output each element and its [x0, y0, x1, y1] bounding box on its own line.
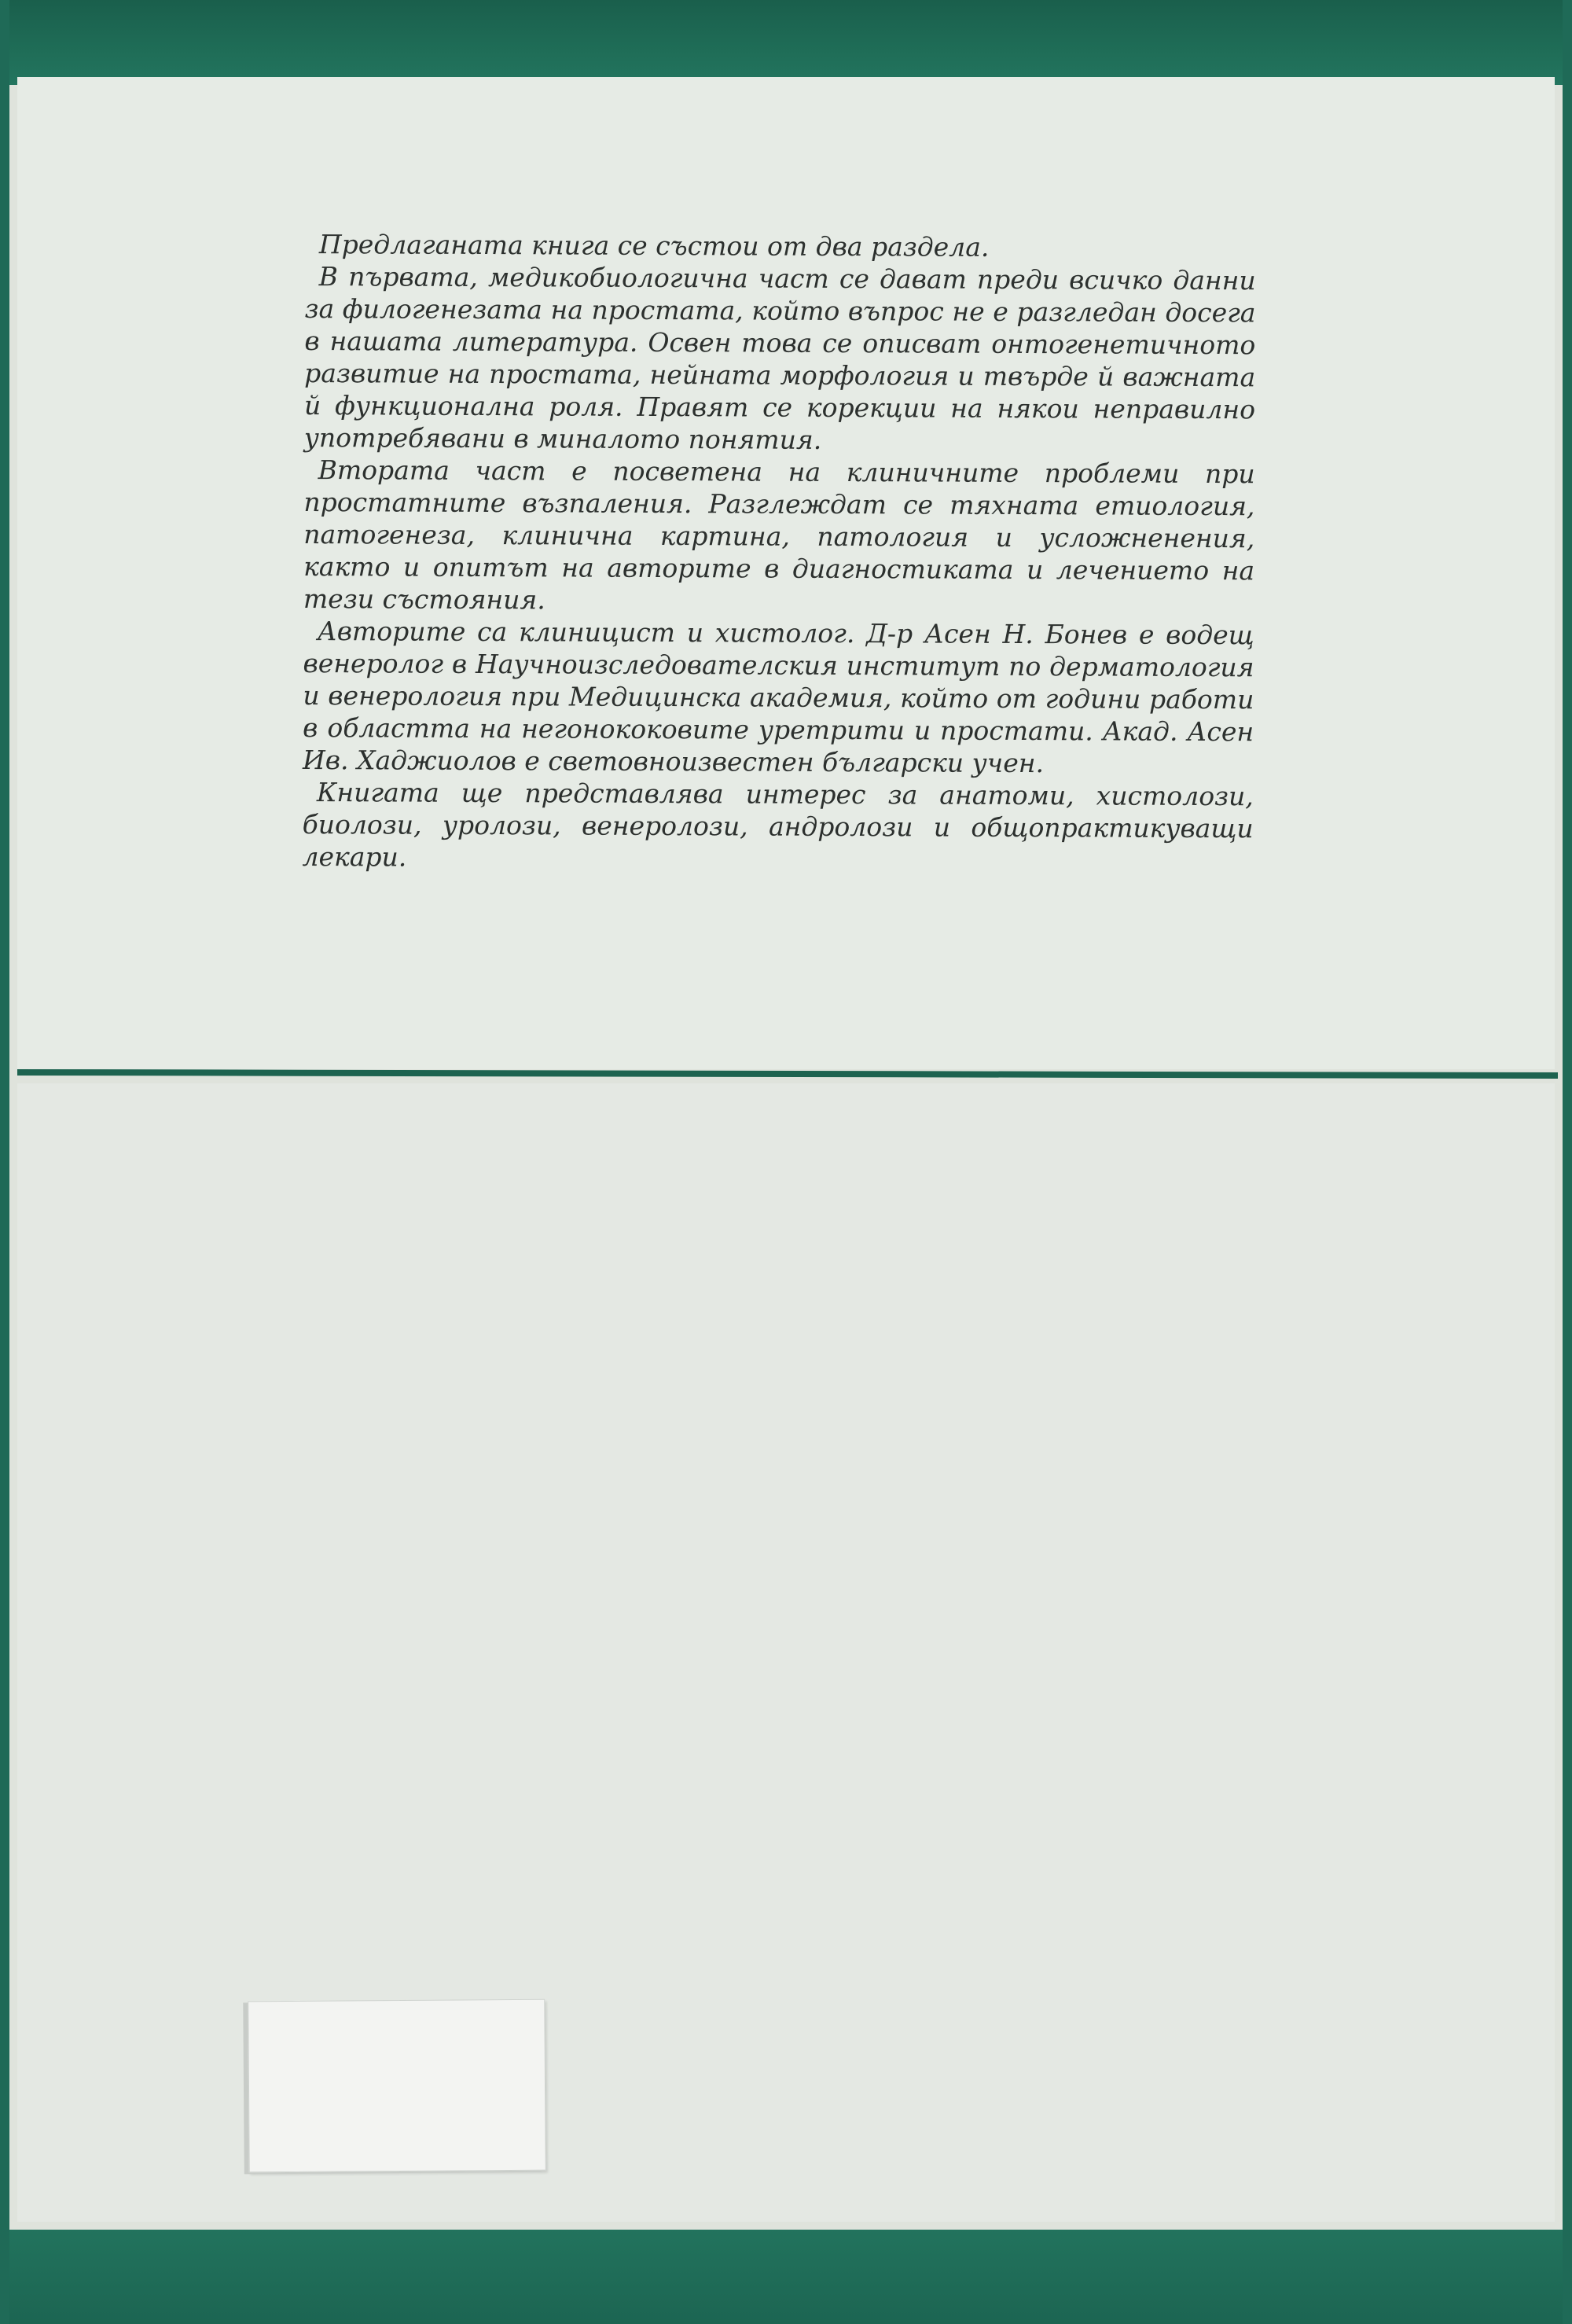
back-cover	[9, 0, 1563, 2324]
top-green-band	[9, 0, 1563, 85]
divider-line	[17, 1069, 1558, 1079]
blurb-paragraph: Предлаганата книга се състои от два раздела.	[318, 229, 990, 263]
blurb-paragraph: В първата, медикобиологична част се дават преди всичко данни за филогенезата на простата, който въпрос не е разгледан досега в нашата литература. Освен това се описват онтогенетичното развитие на простата, нейната морфология и твърде й важната й функционална роля. Правят се корекции на някои неправилно употребявани в миналото понятия.	[303, 261, 1256, 455]
blurb-paragraph: Авторите са клиницист и хистолог. Д-р Асен Н. Бонев е водещ венеролог в Научноизследователския институт по дерматология и венерология при Медицинска академия, който от години работи в областта на негонококовите уретрити и простати. Акад. Асен Ив. Хаджиолов е световноизвестен български учен.	[302, 616, 1254, 779]
bottom-green-band	[9, 2230, 1563, 2324]
blurb-text	[302, 228, 1256, 877]
blurb-paragraph: Книгата ще представлява интерес за анатоми, хистолози, биолози, уролози, венеролози, андролози и общопрактикуващи лекари.	[302, 777, 1254, 873]
blurb-paragraph: Втората част е посветена на клиничните проблеми при простатните възпаления. Разглеждат се тяхната етиология, патогенеза, клинична картина, патология и усложненения, както и опитът на авторите в диагностиката и лечението на тези състояния.	[303, 454, 1255, 616]
blank-price-label	[248, 1999, 546, 2173]
